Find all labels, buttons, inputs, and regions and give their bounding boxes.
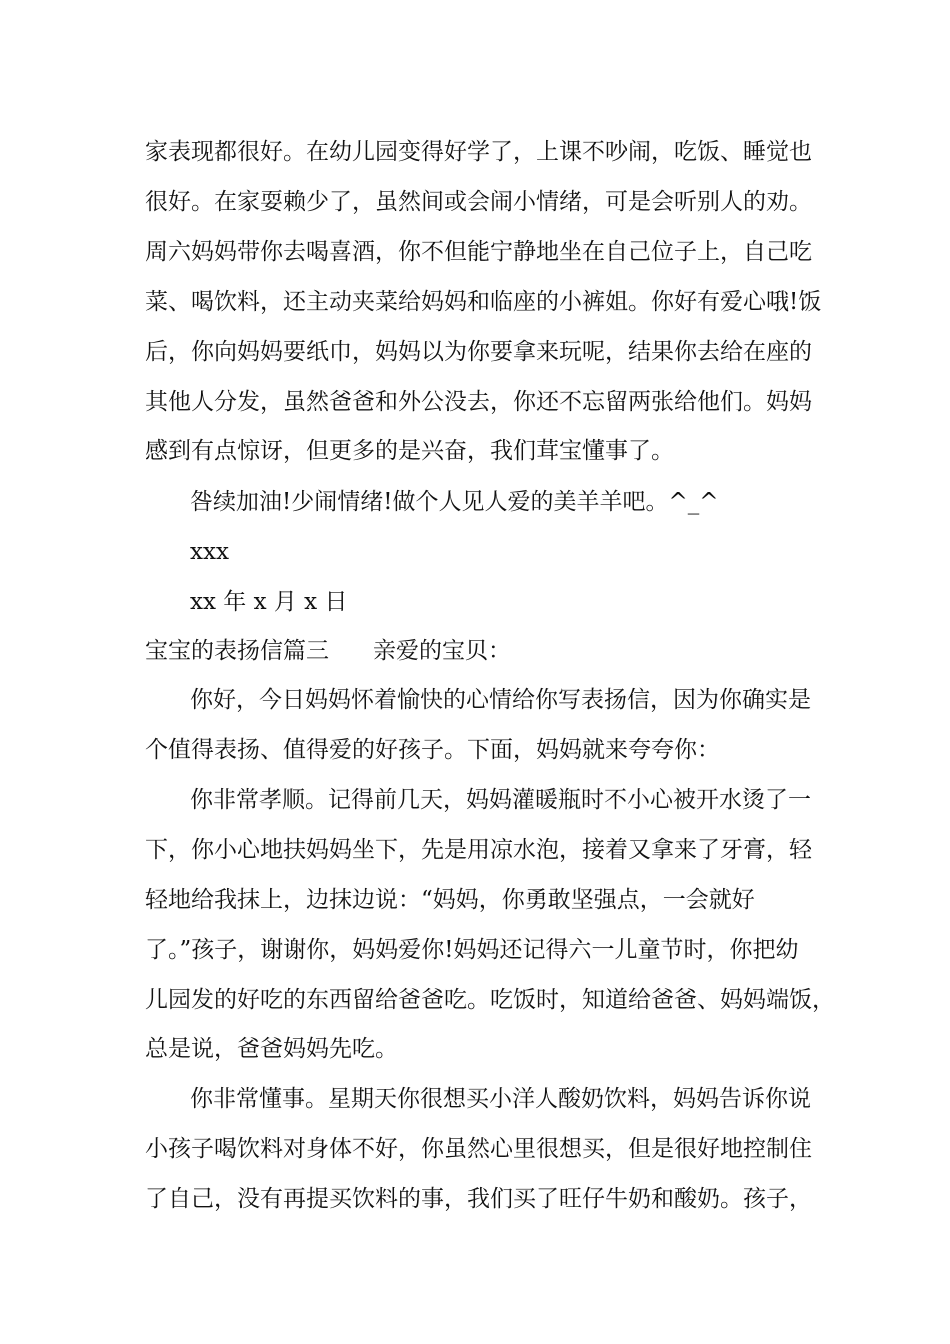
paragraph-start-line: 你好，今日妈妈怀着愉快的心情给你写表扬信，因为你确实是 [190,687,811,713]
text-line: 后，你向妈妈要纸巾，妈妈以为你要拿来玩呢，结果你去给在座的 [145,339,812,365]
text-line: 儿园发的好吃的东西留给爸爸吃。吃饭时，知道给爸爸、妈妈端饭， [145,987,835,1013]
date-line: xx 年 x 月 x 日 [190,589,348,615]
signature: xxx [190,539,229,565]
paragraph-start-line: 你非常懂事。星期天你很想买小洋人酸奶饮料，妈妈告诉你说 [190,1086,811,1112]
paragraph-start-line: 你非常孝顺。记得前几天，妈妈灌暖瓶时不小心被开水烫了一 [190,787,811,813]
text-line: 个值得表扬、值得爱的好孩子。下面，妈妈就来夸夸你： [145,737,720,763]
encouragement-line: 咎续加油!少闹情绪!做个人见人爱的美羊羊吧。^_^ [190,489,719,515]
text-line: 了。”孩子，谢谢你，妈妈爱你!妈妈还记得六一儿童节时，你把幼 [145,937,799,963]
text-line: 很好。在家耍赖少了，虽然间或会闹小情绪，可是会听别人的劝。 [145,189,812,215]
text-line: 家表现都很好。在幼儿园变得好学了，上课不吵闹，吃饭、睡觉也 [145,139,812,165]
text-line: 菜、喝饮料，还主动夹菜给妈妈和临座的小裤姐。你好有爱心哦!饭 [145,289,822,315]
text-line: 小孩子喝饮料对身体不好，你虽然心里很想买，但是很好地控制住 [145,1136,812,1162]
text-line: 周六妈妈带你去喝喜酒，你不但能宁静地坐在自己位子上，自己吃 [145,239,812,265]
text-line: 了自己，没有再提买饮料的事，我们买了旺仔牛奶和酸奶。孩子， [145,1186,812,1212]
text-line: 总是说，爸爸妈妈先吃。 [145,1036,398,1062]
text-line: 轻地给我抹上，边抹边说：“妈妈，你勇敢坚强点，一会就好 [145,887,755,913]
text-line: 下，你小心地扶妈妈坐下，先是用凉水泡，接着又拿来了牙膏，轻 [145,837,812,863]
text-line: 感到有点惊讶，但更多的是兴奋，我们茸宝懂事了。 [145,438,674,464]
text-line: 其他人分发，虽然爸爸和外公没去，你还不忘留两张给他们。妈妈 [145,389,812,415]
section-title: 宝宝的表扬信篇三 [145,638,329,664]
salutation: 亲爱的宝贝： [373,638,511,664]
section-heading-line [145,636,511,666]
